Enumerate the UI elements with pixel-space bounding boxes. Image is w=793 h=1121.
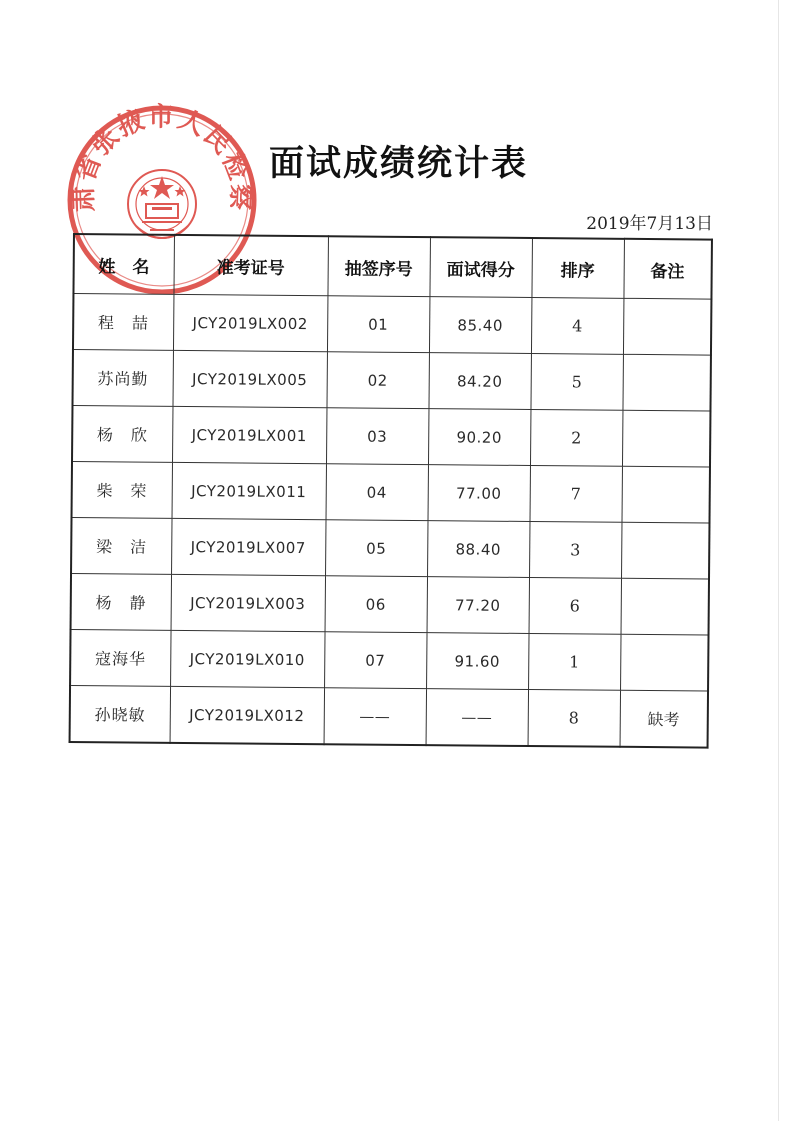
cell-rank: 5	[530, 354, 622, 411]
header-remarks: 备注	[623, 239, 712, 299]
table-row	[72, 350, 710, 412]
cell-draw-number: 03	[326, 408, 428, 465]
cell-score: 90.20	[428, 409, 530, 466]
cell-note	[621, 522, 709, 579]
header-exam-id: 准考证号	[173, 235, 328, 296]
cell-exam-id: JCY2019LX002	[173, 294, 327, 351]
header-interview-score: 面试得分	[429, 237, 532, 297]
cell-rank: 1	[528, 633, 620, 690]
cell-name: 杨 欣	[72, 406, 172, 463]
cell-draw-number: 01	[327, 296, 429, 353]
cell-exam-id: JCY2019LX007	[171, 518, 325, 575]
cell-note: 缺考	[620, 690, 708, 747]
cell-draw-number: 06	[325, 576, 427, 633]
cell-score: 85.40	[429, 297, 531, 354]
table-row	[73, 294, 711, 356]
cell-score: 88.40	[427, 521, 529, 578]
cell-name: 程 喆	[73, 294, 173, 351]
table-row	[70, 685, 708, 747]
table-row	[71, 573, 709, 635]
table-row	[71, 517, 709, 579]
cell-note	[621, 466, 709, 523]
cell-name: 梁 洁	[71, 517, 171, 574]
cell-draw-number: 07	[324, 632, 426, 689]
score-table-wrapper	[69, 233, 713, 749]
table-row	[72, 462, 710, 524]
cell-exam-id: JCY2019LX001	[172, 406, 326, 463]
table-row	[70, 629, 708, 691]
document-title: 面试成绩统计表	[268, 143, 528, 184]
cell-name: 杨 静	[71, 573, 171, 630]
cell-note	[623, 298, 711, 355]
table-row	[72, 406, 710, 468]
cell-draw-number: 05	[325, 520, 427, 577]
cell-rank: 3	[529, 521, 621, 578]
cell-note	[621, 578, 709, 635]
cell-score: 91.60	[426, 633, 528, 690]
cell-name: 孙晓敏	[70, 685, 170, 742]
table-header-row	[73, 234, 711, 299]
cell-name: 苏尚勤	[72, 350, 172, 407]
cell-exam-id: JCY2019LX005	[172, 350, 326, 407]
cell-note	[622, 354, 710, 411]
header-draw-number: 抽签序号	[327, 236, 430, 296]
cell-exam-id: JCY2019LX012	[170, 686, 324, 744]
cell-score: 84.20	[428, 353, 530, 410]
score-table	[69, 233, 713, 749]
cell-exam-id: JCY2019LX010	[170, 630, 324, 687]
cell-score: 77.20	[427, 577, 529, 634]
cell-rank: 4	[531, 298, 623, 355]
header-name: 姓 名	[73, 234, 174, 294]
cell-score: 77.00	[428, 465, 530, 522]
cell-name: 寇海华	[70, 629, 170, 686]
cell-rank: 7	[529, 465, 621, 522]
document-date: 2019年7月13日	[586, 214, 713, 234]
cell-note	[620, 634, 708, 691]
cell-note	[622, 410, 710, 467]
cell-rank: 8	[528, 689, 620, 746]
cell-rank: 2	[530, 409, 622, 466]
cell-name: 柴 荣	[72, 462, 172, 519]
header-rank: 排序	[531, 238, 624, 298]
cell-draw-number: 02	[326, 352, 428, 409]
seal-text: 肃省张掖市人民检察	[68, 102, 256, 213]
cell-draw-number: ——	[324, 688, 426, 745]
cell-score: ——	[426, 689, 528, 746]
cell-exam-id: JCY2019LX003	[171, 574, 325, 631]
cell-exam-id: JCY2019LX011	[172, 462, 326, 519]
cell-rank: 6	[529, 577, 621, 634]
cell-draw-number: 04	[326, 464, 428, 521]
